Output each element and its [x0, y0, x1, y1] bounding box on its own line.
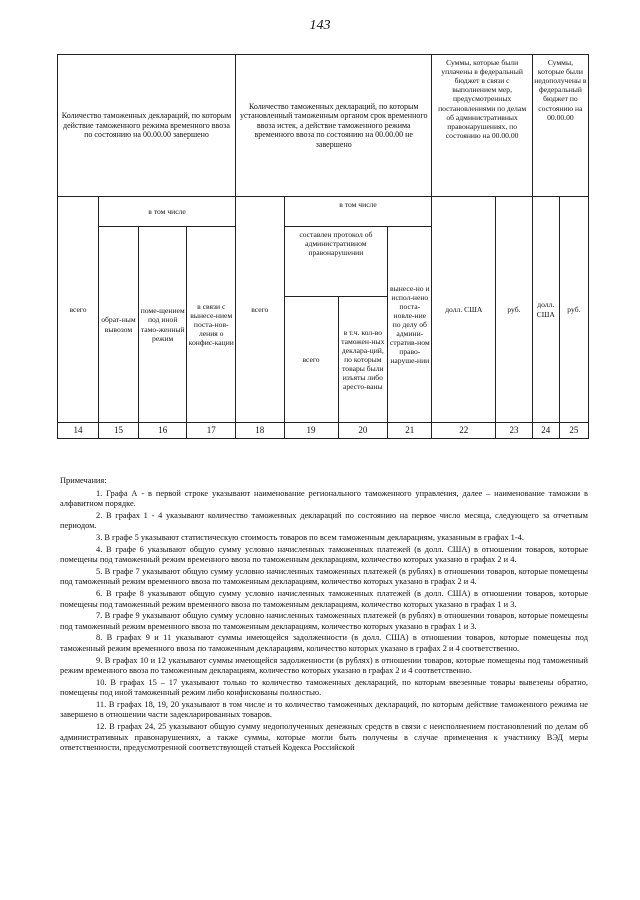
- col24-usd: долл. США: [532, 197, 559, 423]
- note-item: 5. В графе 7 указывают общую сумму условно начисленных таможенных платежей (в рублях) в отношении товаров, которые помещены под таможенный режим временного ввоза по таможенным декларациям, количество которых указано в графах 2 и 4.: [60, 566, 588, 587]
- header-expired-declarations: Количество таможенных деклараций, по которым установленный таможенным органом срок временного ввоза истек, а действие таможенного режима временного ввоза по состоянию на 00.00.00 не завершено: [236, 55, 432, 197]
- column-number: 16: [138, 423, 187, 439]
- col16-placed: поме-щением под иной тамо-женный режим: [138, 227, 187, 423]
- column-number: 23: [496, 423, 533, 439]
- column-number: 22: [432, 423, 496, 439]
- note-item: 12. В графах 24, 25 указывают общую сумму недополученных денежных средств в связи с неисполнением постановлений по делам об административных правонарушениях, а также суммы, которые могли быть получены в случае применения к участнику ВЭД меры ответственности, предусмотренной соответствующей статьей Кодекса Российской: [60, 722, 588, 753]
- col18-total: всего: [236, 197, 285, 423]
- header-unreceived-sums: Суммы, которые были недополучены в федеральный бюджет по состоянию на 00.00.00: [532, 55, 588, 197]
- column-number: 19: [284, 423, 338, 439]
- notes-section: [60, 476, 588, 755]
- column-number: 20: [338, 423, 388, 439]
- header-in-that-number-b: в том числе: [284, 197, 432, 227]
- note-item: 8. В графах 9 и 11 указывают суммы имеющейся задолженности (в долл. США) в отношении товаров, которые помещены под таможенный режим временного ввоза по таможенным декларациям, количество которых указано в графах 2 и 4 соответственно.: [60, 633, 588, 653]
- notes-title: Примечания:: [60, 476, 107, 485]
- col15-returned: обрат-ным вывозом: [99, 227, 139, 423]
- header-protocol: составлен протокол об административном правонарушении: [284, 227, 388, 297]
- note-item: 9. В графах 10 и 12 указывают суммы имеющейся задолженности (в рублях) в отношении товаров, которые помещены под таможенный режим временного ввоза по таможенным декларациям, количество которых указано в графах 2 и 4 соответственно.: [60, 655, 588, 676]
- header-completed-declarations: Количество таможенных деклараций, по которым действие таможенного режима временного ввоза по состоянию на 00.00.00 завершено: [58, 55, 236, 197]
- report-form-table: [57, 54, 589, 439]
- col23-rub: руб.: [496, 197, 533, 423]
- col19-total: всего: [284, 297, 338, 423]
- col22-usd: долл. США: [432, 197, 496, 423]
- note-item: 10. В графах 15 – 17 указывают только то количество таможенных деклараций, по которым ввезенные товары вывезены обратно, помещены под иной таможенный режим либо конфискованы полностью.: [60, 677, 588, 698]
- column-number: 25: [559, 423, 588, 439]
- column-number: 15: [99, 423, 139, 439]
- col20-incl-goods: в т.ч. кол-во таможен-ных деклара-ций, по которым товары были изъяты либо аресто-ваны: [338, 297, 388, 423]
- note-item: 3. В графе 5 указывают статистическую стоимость товаров по всем таможенным декларациям, указанным в графах 1-4.: [96, 532, 524, 542]
- note-item: 2. В графах 1 - 4 указывают количество таможенных деклараций по состоянию на первое число месяца, следующего за отчетным периодом.: [60, 510, 588, 531]
- column-number: 14: [58, 423, 99, 439]
- note-item: 7. В графе 9 указывают общую сумму условно начисленных таможенных платежей (в рублях) в отношении товаров, которые помещены под таможенный режим временного ввоза по таможенным декларациям, количество которых указано в графах 1 и 3.: [60, 611, 588, 631]
- col25-rub: руб.: [559, 197, 588, 423]
- column-number: 24: [532, 423, 559, 439]
- col17-confiscation: в связи с вынесе-нием поста-нов-ления о конфис-кации: [187, 227, 236, 423]
- note-item: 6. В графе 8 указывают общую сумму условно начисленных таможенных платежей (в долл. США) в отношении товаров, которые помещены под таможенный режим временного ввоза по таможенным декларациям, количество которых указано в графах 1 и 3.: [60, 588, 588, 609]
- column-number: 18: [236, 423, 285, 439]
- column-number: 17: [187, 423, 236, 439]
- header-paid-sums: Суммы, которые были уплачены в федеральный бюджет в связи с выполнением мер, предусмотренных постановлениями по делам об административных правонарушениях, по состоянию на 00.00.00: [432, 55, 532, 197]
- header-in-that-number-a: в том числе: [99, 197, 236, 227]
- note-item: 11. В графах 18, 19, 20 указывают в том числе и то количество таможенных деклараций, по которым действие таможенного режима не завершено в отношении части задекларированных товаров.: [60, 699, 588, 720]
- note-item: 1. Графа А - в первой строке указывают наименование регионального таможенного управления, далее – наименование таможни в алфавитном порядке.: [60, 488, 588, 509]
- col14-total: всего: [58, 197, 99, 423]
- page-number: 143: [309, 18, 331, 33]
- column-number: 21: [388, 423, 432, 439]
- col21-issued-decision: вынесе-но и испол-нено поста-новле-ние по делу об админи-стратив-ном право-наруше-нии: [388, 227, 432, 423]
- note-item: 4. В графе 6 указывают общую сумму условно начисленных таможенных платежей (в долл. США) в отношении товаров, которые помещены под таможенный режим временного ввоза по таможенным декларациям, количество которых указано в графах 2 и 4.: [60, 544, 588, 565]
